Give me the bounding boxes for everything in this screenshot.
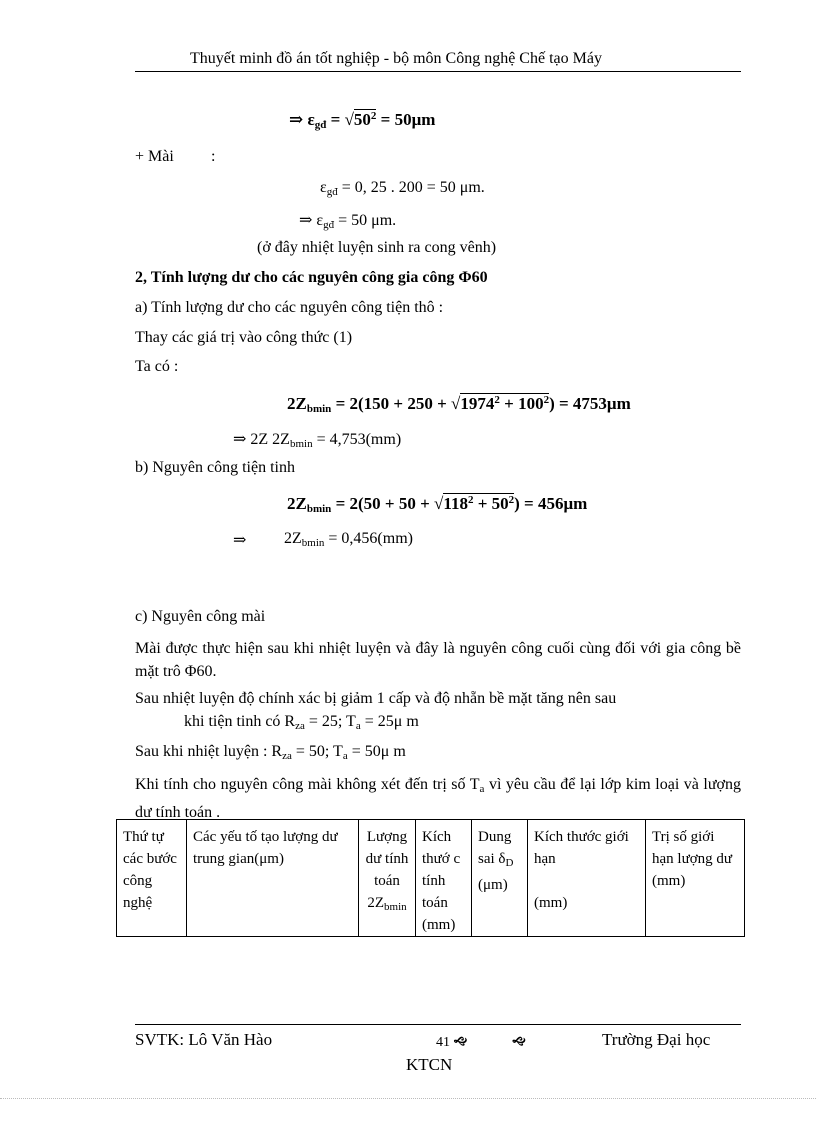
page-header-title: Thuyết minh đồ án tốt nghiệp - bộ môn Công nghệ Chế tạo Máy [190, 50, 602, 67]
section-heading-2: 2, Tính lượng dư cho các nguyên công gia công Φ60 [135, 269, 488, 286]
footer-school-line2: KTCN [406, 1055, 453, 1074]
equation-fine-result-arrow: ⇒ [233, 532, 247, 549]
mai-label: + Mài [135, 148, 174, 165]
subsection-c-title: c) Nguyên công mài [135, 608, 266, 625]
col-limit-allowance: Trị số giới hạn lượng dư (mm) [646, 820, 745, 937]
footer-ornament-1-icon: 🙙 [453, 1035, 468, 1050]
col-calc-allowance: Lượng dư tính toán $2Z_{bmin}$ [359, 820, 416, 937]
ta-co-text: Ta có : [135, 358, 179, 375]
mai-colon: : [211, 148, 216, 165]
col-limit-size: Kích thước giới hạn (mm) [528, 820, 646, 937]
allowance-table [116, 819, 745, 937]
equation-fine-result: $2Z_{bmin} = 0,456(mm)$ [284, 530, 413, 549]
footer-student: SVTK: Lô Văn Hào [135, 1030, 273, 1049]
equation-rough-result: ⇒ 2Z $2Z_{bmin} = 4,753(mm)$ [233, 431, 402, 450]
paragraph-grinding-intro: Mài được thực hiện sau khi nhiệt luyện và đây là nguyên công cuối cùng đối với gia công bề mặt trô Φ60. [135, 640, 741, 680]
heat-treatment-note: (ở đây nhiệt luyện sinh ra cong vênh) [257, 239, 497, 256]
footer-page-number: 41 🙙 [436, 1035, 468, 1050]
replace-values-text: Thay các giá trị vào công thức (1) [135, 329, 353, 346]
equation-fine-turning: $2Z_{bmin} = 2(50 + 50 + √118^2 + 50^2) = 456\mu m$ [287, 494, 588, 515]
footer-ornament-2-icon: 🙙 [512, 1035, 526, 1050]
footer-rule [135, 1024, 741, 1025]
col-step: Thứ tự các bước công nghệ [117, 820, 187, 937]
col-factors: Các yếu tố tạo lượng dư trung gian(μm) [187, 820, 359, 937]
col-calc-size: Kích thướ c tính toán (mm) [416, 820, 472, 937]
table-header-row [117, 820, 745, 937]
equation-epsilon-calc: $\varepsilon_{gđ} = 0$, 25 . 200 = 50 μm. [320, 179, 485, 198]
paragraph-accuracy-line1: Sau nhiệt luyện độ chính xác bị giảm 1 cấp và độ nhẵn bề mặt tăng nên sau [135, 690, 617, 707]
footer-school: Trường Đại học [602, 1030, 711, 1049]
subsection-b-title: b) Nguyên công tiện tinh [135, 459, 295, 476]
col-tolerance: Dung sai $\delta_D$ (μm) [472, 820, 528, 937]
paragraph-after-heat: Sau khi nhiệt luyện : $R_{za} = 50$; $T_a = 50\mu$ m [135, 743, 406, 762]
header-rule [135, 71, 741, 72]
paragraph-grinding-note: Khi tính cho nguyên công mài không xét đến trị số $T_a$ vì yêu cầu để lại lớp kim loại và lượng dư tính toán . [135, 776, 742, 821]
equation-epsilon-result: ⇒ $\varepsilon_{gđ} = 50$ μm. [299, 212, 397, 231]
equation-epsilon-gd-sqrt: ⇒ $\varepsilon_{gđ} = √50^2 = 50\mu m$ [289, 110, 436, 131]
equation-rough-turning: $2Z_{bmin} = 2(150 + 250 + √1974^2 + 100^2) = 4753\mu m$ [287, 394, 631, 415]
subsection-a-title: a) Tính lượng dư cho các nguyên công tiện thô : [135, 299, 444, 316]
paragraph-accuracy-line2: khi tiện tinh có $R_{za} = 25$; $T_a = 25\mu$ m [184, 713, 419, 732]
page-bottom-dots [0, 1098, 816, 1099]
